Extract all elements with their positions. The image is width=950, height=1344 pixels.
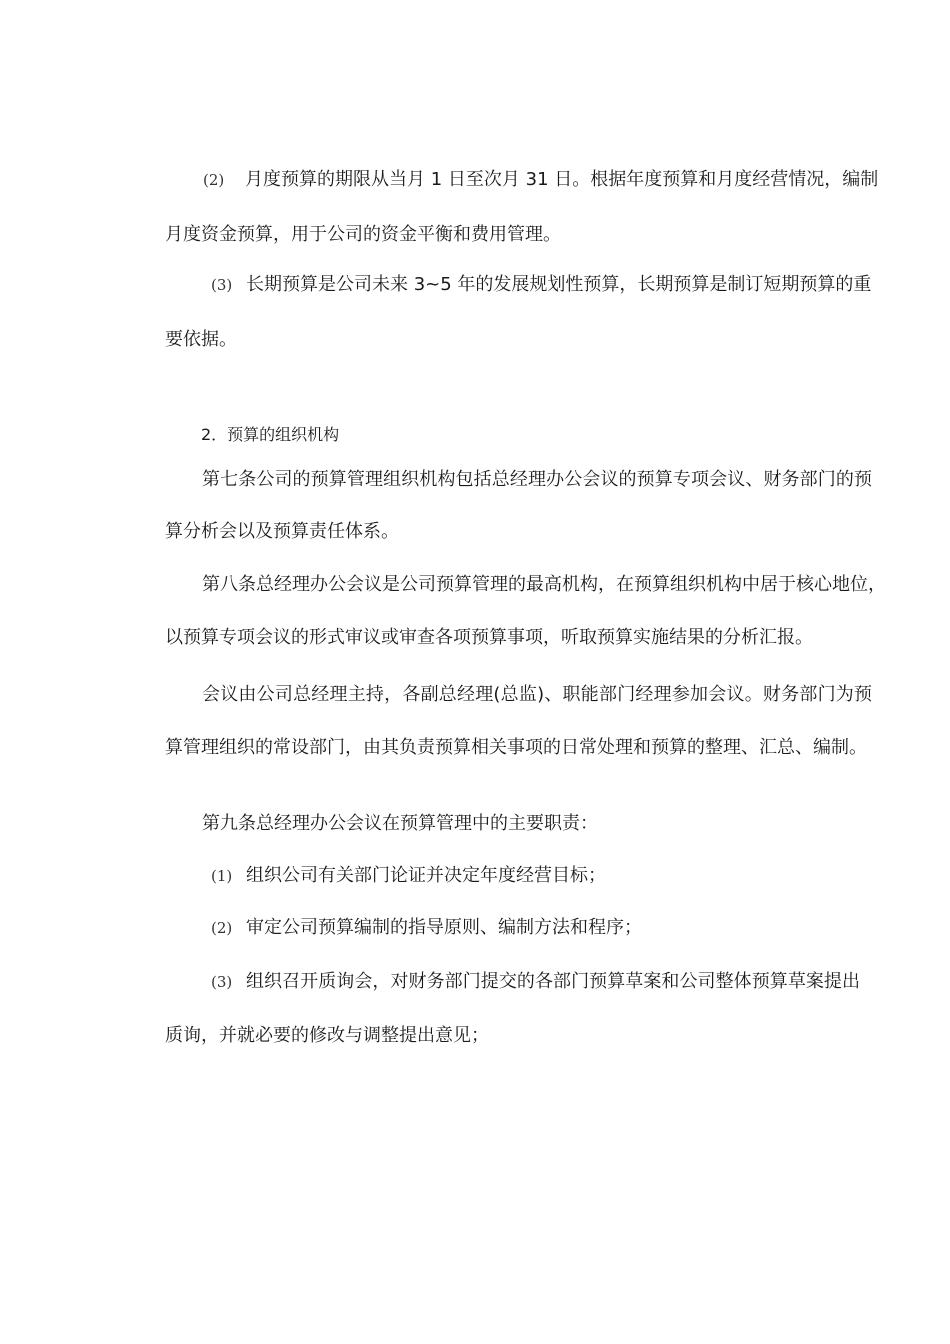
paragraph-line: 长期预算是公司未来 3~5 年的发展规划性预算，长期预算是制订短期预算的重 bbox=[246, 274, 872, 295]
paragraph-line: 月度预算的期限从当月 1 日至次月 31 日。根据年度预算和月度经营情况，编制 bbox=[245, 169, 879, 190]
list-item-text: 组织召开质询会，对财务部门提交的各部门预算草案和公司整体预算草案提出 bbox=[246, 971, 860, 992]
item-counter: (3) bbox=[211, 276, 233, 294]
item-counter: (3) bbox=[211, 973, 233, 991]
paragraph-line: 算管理组织的常设部门，由其负责预算相关事项的日常处理和预算的整理、汇总、编制。 bbox=[165, 737, 867, 758]
paragraph-line: 月度资金预算，用于公司的资金平衡和费用管理。 bbox=[165, 224, 561, 245]
section-heading: 2．预算的组织机构 bbox=[201, 425, 340, 444]
list-item-text: 组织公司有关部门论证并决定年度经营目标； bbox=[246, 865, 606, 886]
list-item-text: 审定公司预算编制的指导原则、编制方法和程序； bbox=[246, 917, 642, 938]
item-counter: (2) bbox=[203, 171, 225, 189]
item-counter: (2) bbox=[211, 919, 233, 937]
paragraph-line: 以预算专项会议的形式审议或审查各项预算事项，听取预算实施结果的分析汇报。 bbox=[165, 627, 813, 648]
paragraph-line: 会议由公司总经理主持，各副总经理(总监)、职能部门经理参加会议。财务部门为预 bbox=[202, 684, 872, 705]
paragraph-line: 第九条总经理办公会议在预算管理中的主要职责： bbox=[202, 813, 598, 834]
paragraph-line: 质询，并就必要的修改与调整提出意见； bbox=[165, 1025, 489, 1046]
paragraph-line: 要依据。 bbox=[165, 329, 237, 350]
paragraph-line: 算分析会以及预算责任体系。 bbox=[165, 521, 399, 542]
item-counter: (1) bbox=[211, 867, 233, 885]
paragraph-line: 第八条总经理办公会议是公司预算管理的最高机构，在预算组织机构中居于核心地位， bbox=[202, 574, 886, 595]
paragraph-line: 第七条公司的预算管理组织机构包括总经理办公会议的预算专项会议、财务部门的预 bbox=[202, 469, 872, 490]
